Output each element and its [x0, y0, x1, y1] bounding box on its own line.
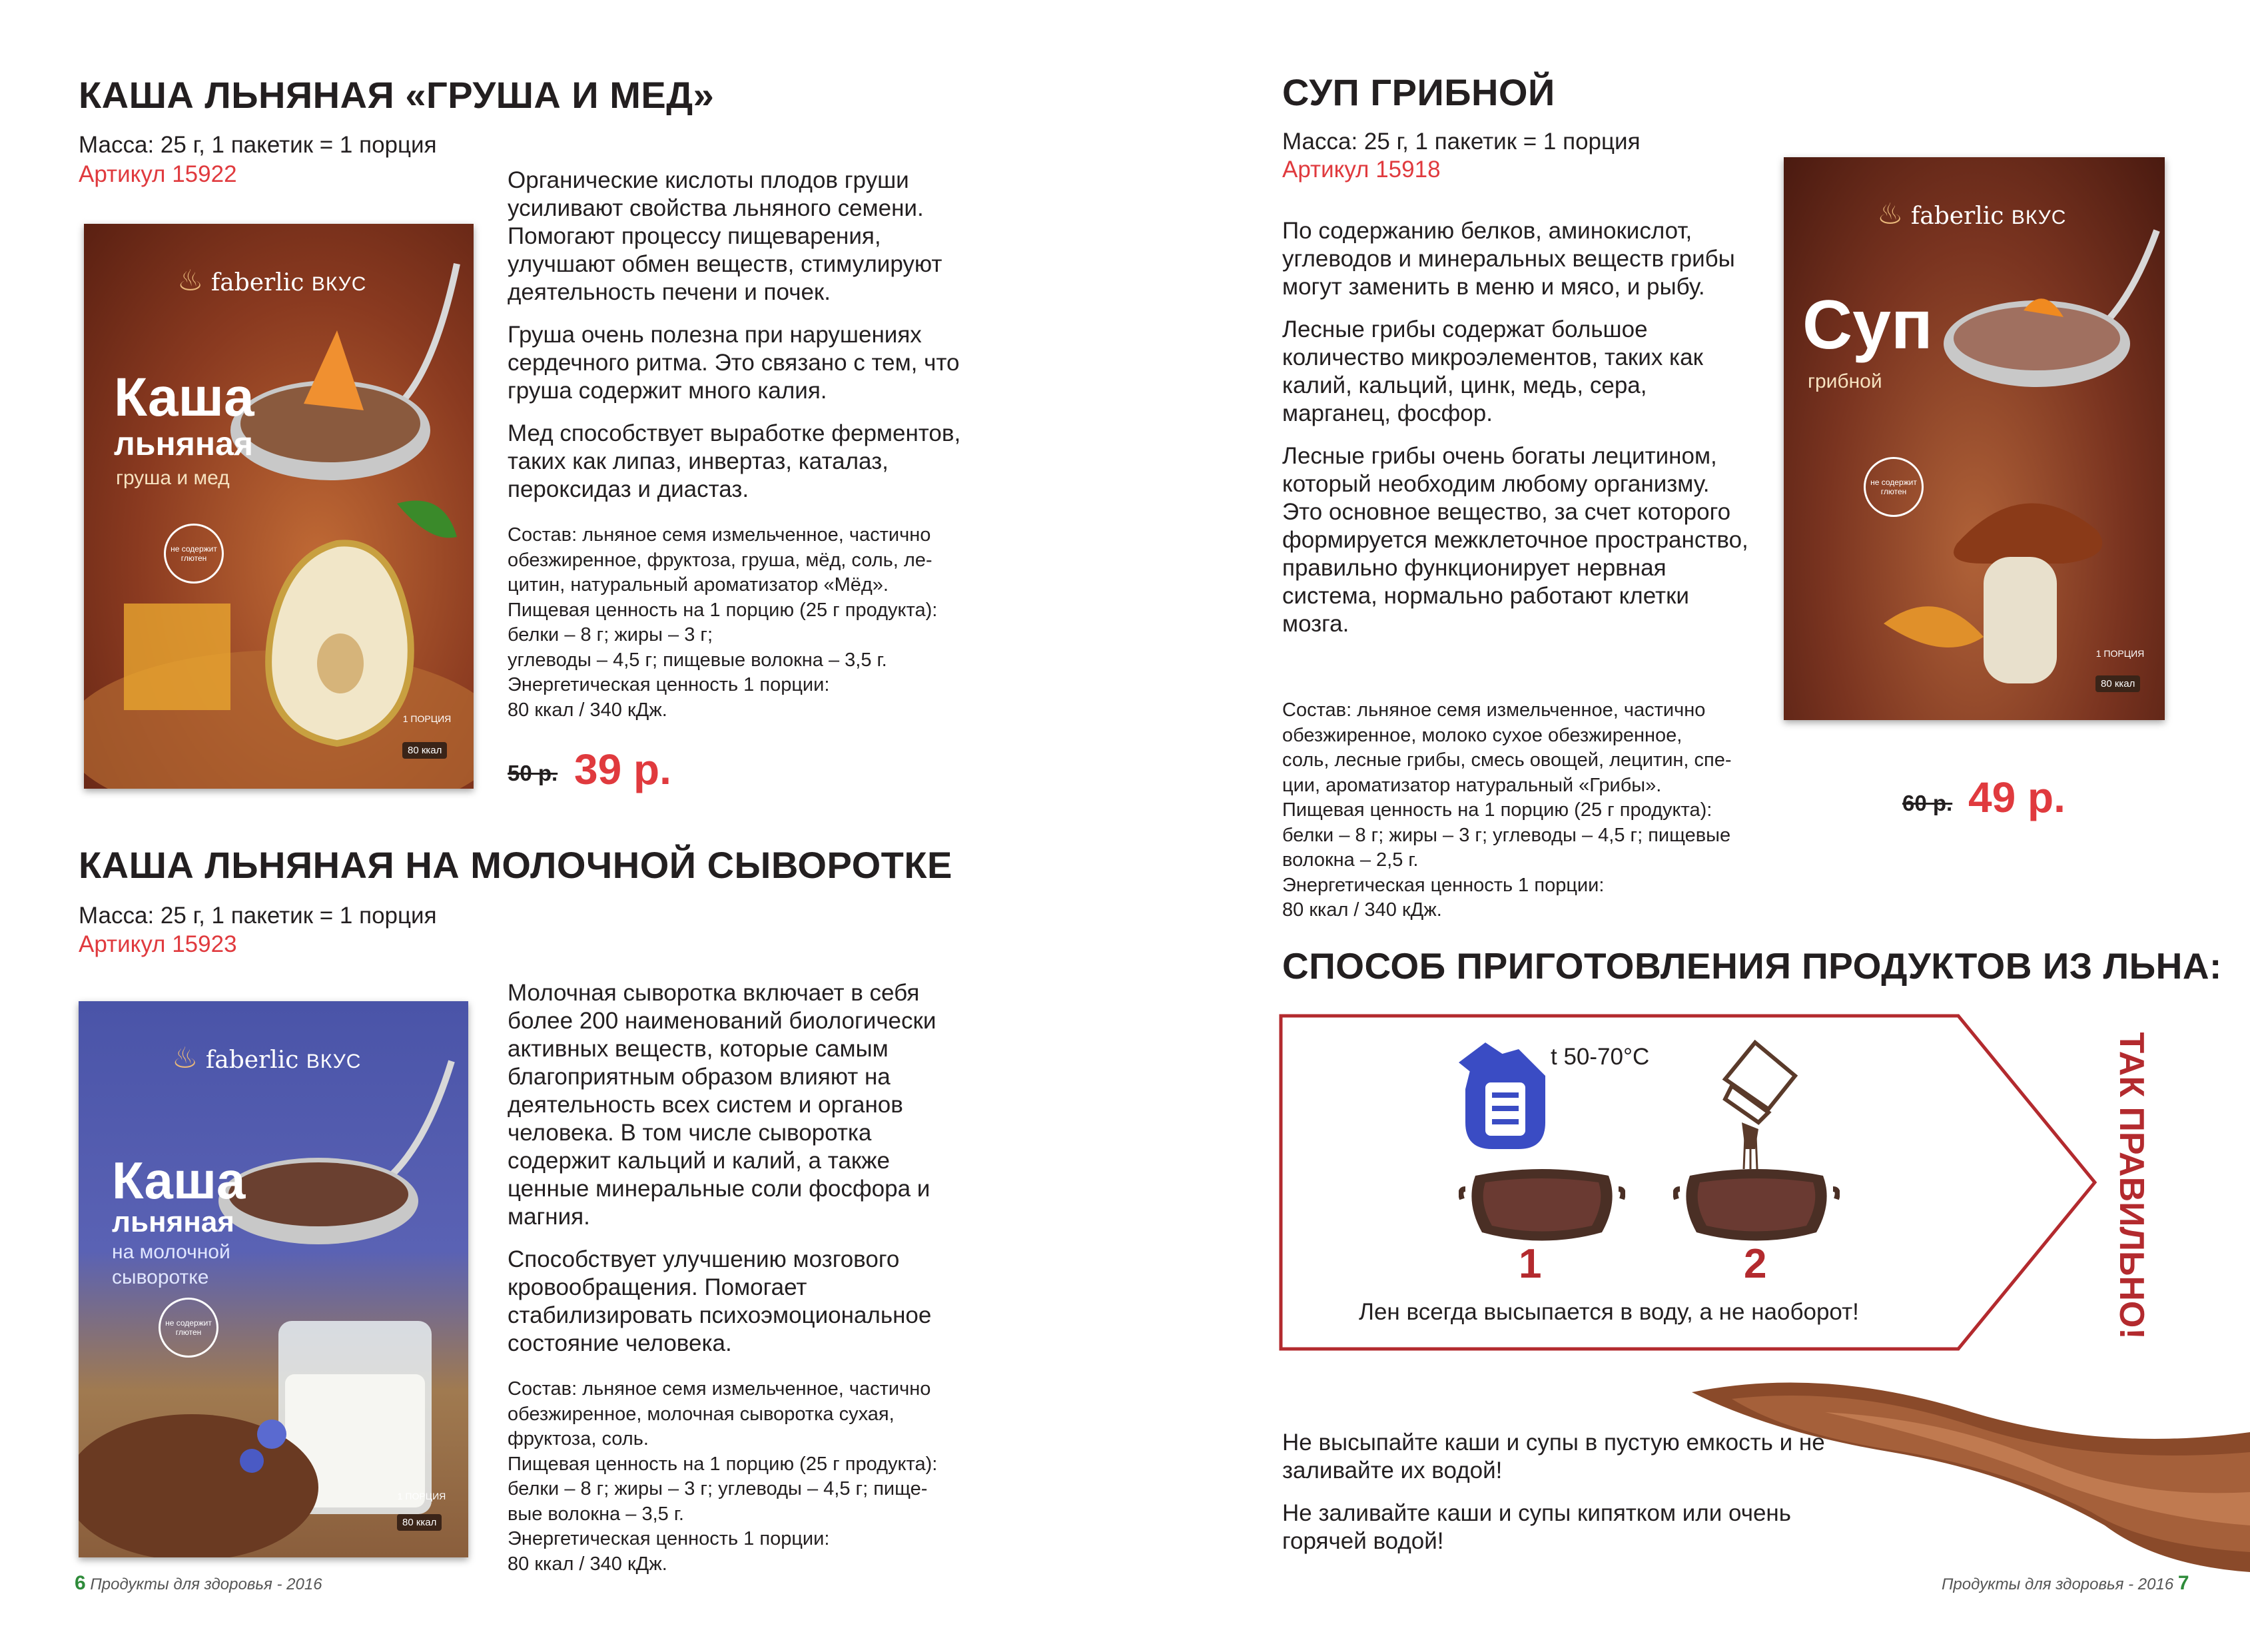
- composition-line: соль, лесные грибы, смесь овощей, лецитин, спе-: [1282, 749, 1732, 771]
- product1-pack-kcal: 80 ккал: [402, 742, 447, 759]
- product2-pack-subtitle1: на молочной: [112, 1241, 230, 1263]
- warnings-block: [1282, 1429, 1828, 1570]
- product2-pack-title2: льняная: [112, 1206, 234, 1238]
- page-number: 6: [75, 1572, 86, 1594]
- composition-line: Энергетическая ценность 1 порции:: [1282, 874, 1605, 896]
- right-footer: [1942, 1572, 2189, 1595]
- composition-line: белки – 8 г; жиры – 3 г; углеводы – 4,5 г; пищевые: [1282, 824, 1731, 846]
- composition-line: волокна – 2,5 г.: [1282, 849, 1419, 871]
- composition-line: Энергетическая ценность 1 порции:: [508, 674, 830, 695]
- product1-pack-illustration: [84, 224, 474, 789]
- method-caption: Лен всегда высыпается в воду, а не наоборот!: [1359, 1299, 1859, 1325]
- pot-1-icon: [1459, 1162, 1625, 1249]
- product3-pack-badge: не содержит глютен: [1864, 457, 1924, 517]
- product3-pack-brand: ♨ faberlic ВКУС: [1877, 197, 2067, 231]
- product2-paragraph: Способствует улучшению мозгового кровообращения. Помогает стабилизировать психоэмоциональное состояние человека.: [508, 1246, 932, 1356]
- product1-title: КАША ЛЬНЯНАЯ «ГРУША И МЕД»: [79, 74, 715, 116]
- product3-old-price: 60 р.: [1902, 791, 1953, 815]
- composition-line: цитин, натуральный ароматизатор «Мёд».: [508, 574, 889, 596]
- product2-paragraph: Молочная сыворотка включает в себя более 200 наименований биологически активных веществ, которые самым благоприятным образом влияют на деятельность всех систем и органов человека. В том числе сыворотка содержит кальций и калий, а также ценные минеральные соли фосфора и магния.: [508, 980, 937, 1230]
- composition-line: вые волокна – 3,5 г.: [508, 1503, 684, 1525]
- warning-text: Не заливайте каши и супы кипятком или очень горячей водой!: [1282, 1500, 1791, 1554]
- product1-pack-title2: льняная: [114, 425, 254, 462]
- product3-paragraph: По содержанию белков, аминокислот, углеводов и минеральных веществ грибы могут заменить в меню и мясо, и рыбу.: [1282, 218, 1735, 300]
- composition-line: ции, ароматизатор натуральный «Грибы».: [1282, 774, 1662, 796]
- composition-line: Пищевая ценность на 1 порцию (25 г продукта):: [508, 1453, 938, 1475]
- composition-line: Пищевая ценность на 1 порцию (25 г продукта):: [1282, 799, 1712, 821]
- product3-composition: [1282, 698, 1782, 923]
- product2-mass: Масса: 25 г, 1 пакетик = 1 порция: [79, 903, 437, 929]
- product1-paragraph: Груша очень полезна при нарушениях сердечного ритма. Это связано с тем, что груша содержит много калия.: [508, 322, 960, 404]
- footer-text: Продукты для здоровья - 2016: [1942, 1575, 2174, 1593]
- composition-line: Пищевая ценность на 1 порцию (25 г продукта):: [508, 599, 938, 621]
- step-1-number: 1: [1519, 1241, 1542, 1287]
- product3-pack-portion: 1 ПОРЦИЯ: [2095, 648, 2145, 659]
- product3-package-image: [1784, 157, 2165, 720]
- footer-text: Продукты для здоровья - 2016: [90, 1575, 322, 1593]
- composition-line: 80 ккал / 340 кДж.: [1282, 899, 1442, 921]
- water-jug-icon: [1445, 1036, 1559, 1156]
- composition-line: Состав: льняное семя измельченное, частично: [508, 1378, 931, 1400]
- composition-line: 80 ккал / 340 кДж.: [508, 1553, 667, 1575]
- composition-line: Энергетическая ценность 1 порции:: [508, 1528, 830, 1549]
- product2-pack-badge: не содержит глютен: [159, 1298, 218, 1358]
- page-number: 7: [2177, 1572, 2189, 1594]
- composition-line: обезжиренное, молочная сыворотка сухая,: [508, 1403, 895, 1425]
- product1-description: [508, 167, 987, 518]
- product2-package-image: [79, 1001, 468, 1557]
- temperature-label: t 50-70°C: [1551, 1044, 1650, 1070]
- step-2-number: 2: [1744, 1241, 1767, 1287]
- product1-pack-brand: ♨ faberlic ВКУС: [177, 264, 367, 298]
- product1-pack-title: Каша: [114, 367, 254, 428]
- product2-description: [508, 979, 974, 1372]
- product2-pack-subtitle2: сыворотке: [112, 1266, 209, 1288]
- product2-composition: [508, 1377, 987, 1577]
- product3-pack-subtitle: грибной: [1808, 370, 1882, 392]
- product2-pack-brand: ♨ faberlic ВКУС: [172, 1041, 362, 1075]
- product1-package-image: [84, 224, 474, 789]
- composition-line: 80 ккал / 340 кДж.: [508, 699, 667, 721]
- warning-text: Не высыпайте каши и супы в пустую емкость и не заливайте их водой!: [1282, 1430, 1825, 1483]
- side-label-wrapper: [2111, 1026, 2151, 1346]
- product1-article: Артикул 15922: [79, 161, 237, 187]
- pouring-bag-icon: [1705, 1036, 1805, 1169]
- product2-title: КАША ЛЬНЯНАЯ НА МОЛОЧНОЙ СЫВОРОТКЕ: [79, 844, 952, 886]
- composition-line: обезжиренное, фруктоза, груша, мёд, соль, ле-: [508, 549, 933, 571]
- product3-paragraph: Лесные грибы очень богаты лецитином, который необходим любому организму. Это основное вещество, за счет которого формируется межклеточное пространство, правильно функционирует нервная система, нормально работают клетки мозга.: [1282, 443, 1748, 637]
- composition-line: белки – 8 г; жиры – 3 г; углеводы – 4,5 г; пище-: [508, 1478, 928, 1499]
- product2-pack-kcal: 80 ккал: [397, 1514, 442, 1531]
- product3-new-price: 49 р.: [1968, 773, 2065, 821]
- product2-pack-portion: 1 ПОРЦИЯ: [397, 1491, 446, 1501]
- product1-composition: [508, 523, 987, 723]
- composition-line: обезжиренное, молоко сухое обезжиренное,: [1282, 724, 1683, 746]
- product1-paragraph: Органические кислоты плодов груши усиливают свойства льняного семени. Помогают процессу пищеварения, улучшают обмен веществ, стимулируют деятельность печени и почек.: [508, 167, 942, 305]
- product1-old-price: 50 р.: [508, 761, 558, 785]
- composition-line: фруктоза, соль.: [508, 1428, 649, 1449]
- product3-pack-title: Суп: [1802, 286, 1933, 364]
- side-label: ТАК ПРАВИЛЬНО!: [2112, 1032, 2151, 1340]
- composition-line: Состав: льняное семя измельченное, частично: [508, 524, 931, 546]
- method-title: СПОСОБ ПРИГОТОВЛЕНИЯ ПРОДУКТОВ ИЗ ЛЬНА:: [1282, 945, 2222, 987]
- product1-pack-badge: не содержит глютен: [164, 524, 224, 584]
- product3-pack-illustration: [1784, 157, 2165, 720]
- product1-pack-portion: 1 ПОРЦИЯ: [402, 713, 452, 724]
- product3-description: [1282, 217, 1748, 653]
- product3-paragraph: Лесные грибы содержат большое количество микроэлементов, таких как калий, кальций, цинк, медь, сера, марганец, фосфор.: [1282, 316, 1703, 426]
- composition-line: углеводы – 4,5 г; пищевые волокна – 3,5 г.: [508, 649, 887, 671]
- product2-article: Артикул 15923: [79, 931, 237, 957]
- product1-paragraph: Мед способствует выработке ферментов, таких как липаз, инвертаз, каталаз, пероксидаз и диастаз.: [508, 420, 961, 502]
- product1-mass: Масса: 25 г, 1 пакетик = 1 порция: [79, 132, 437, 158]
- product3-article: Артикул 15918: [1282, 157, 1441, 183]
- product3-mass: Масса: 25 г, 1 пакетик = 1 порция: [1282, 129, 1641, 155]
- left-footer: [75, 1572, 322, 1595]
- product1-pack-subtitle: груша и мед: [116, 467, 230, 489]
- product1-new-price: 39 р.: [574, 745, 671, 793]
- product3-pack-kcal: 80 ккал: [2095, 675, 2140, 692]
- product2-pack-title: Каша: [112, 1151, 246, 1210]
- product3-title: СУП ГРИБНОЙ: [1282, 71, 1555, 113]
- pot-2-icon: [1673, 1162, 1840, 1249]
- composition-line: Состав: льняное семя измельченное, частично: [1282, 699, 1706, 721]
- composition-line: белки – 8 г; жиры – 3 г;: [508, 624, 713, 645]
